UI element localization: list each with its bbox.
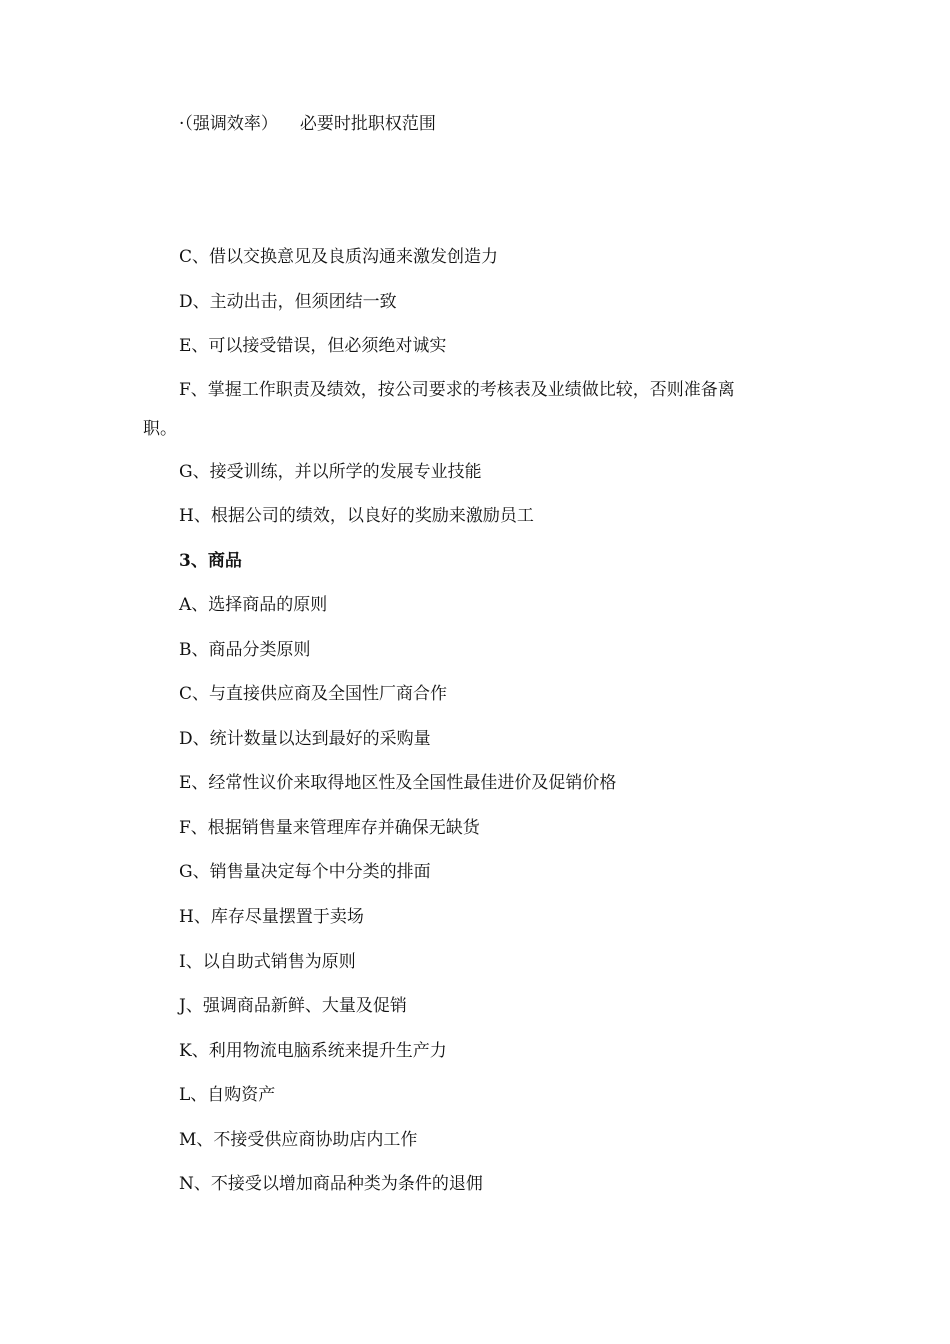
list-item: M、不接受供应商协助店内工作 [179,1130,418,1150]
list-item: F、掌握工作职责及绩效，按公司要求的考核表及业绩做比较，否则准备离 [179,380,735,400]
list-item: D、统计数量以达到最好的采购量 [179,729,431,749]
list-item: A、选择商品的原则 [179,595,328,615]
list-item: H、根据公司的绩效，以良好的奖励来激励员工 [179,506,534,526]
list-item: C、借以交换意见及良质沟通来激发创造力 [179,247,499,267]
header-part2: 必要时批职权范围 [299,114,436,134]
list-item: D、主动出击，但须团结一致 [179,292,397,312]
list-item: E、可以接受错误，但必须绝对诚实 [179,336,447,356]
list-item: G、接受训练，并以所学的发展专业技能 [179,462,482,482]
list-item: K、利用物流电脑系统来提升生产力 [179,1041,447,1061]
list-item: G、销售量决定每个中分类的排面 [179,862,431,882]
list-item: I、以自助式销售为原则 [179,952,356,972]
list-item: C、与直接供应商及全国性厂商合作 [179,684,448,704]
header-line [179,114,436,134]
header-part1: ·（强调效率） [179,114,278,134]
list-item: N、不接受以增加商品种类为条件的退佣 [179,1174,483,1194]
section-heading: 3、商品 [179,551,242,571]
list-item: L、自购资产 [179,1085,276,1105]
list-item: F、根据销售量来管理库存并确保无缺货 [179,818,480,838]
list-item: B、商品分类原则 [179,640,311,660]
list-item: J、强调商品新鲜、大量及促销 [179,996,407,1016]
list-item-continuation: 职。 [143,419,177,439]
list-item: H、库存尽量摆置于卖场 [179,907,364,927]
list-item: E、经常性议价来取得地区性及全国性最佳进价及促销价格 [179,773,617,793]
